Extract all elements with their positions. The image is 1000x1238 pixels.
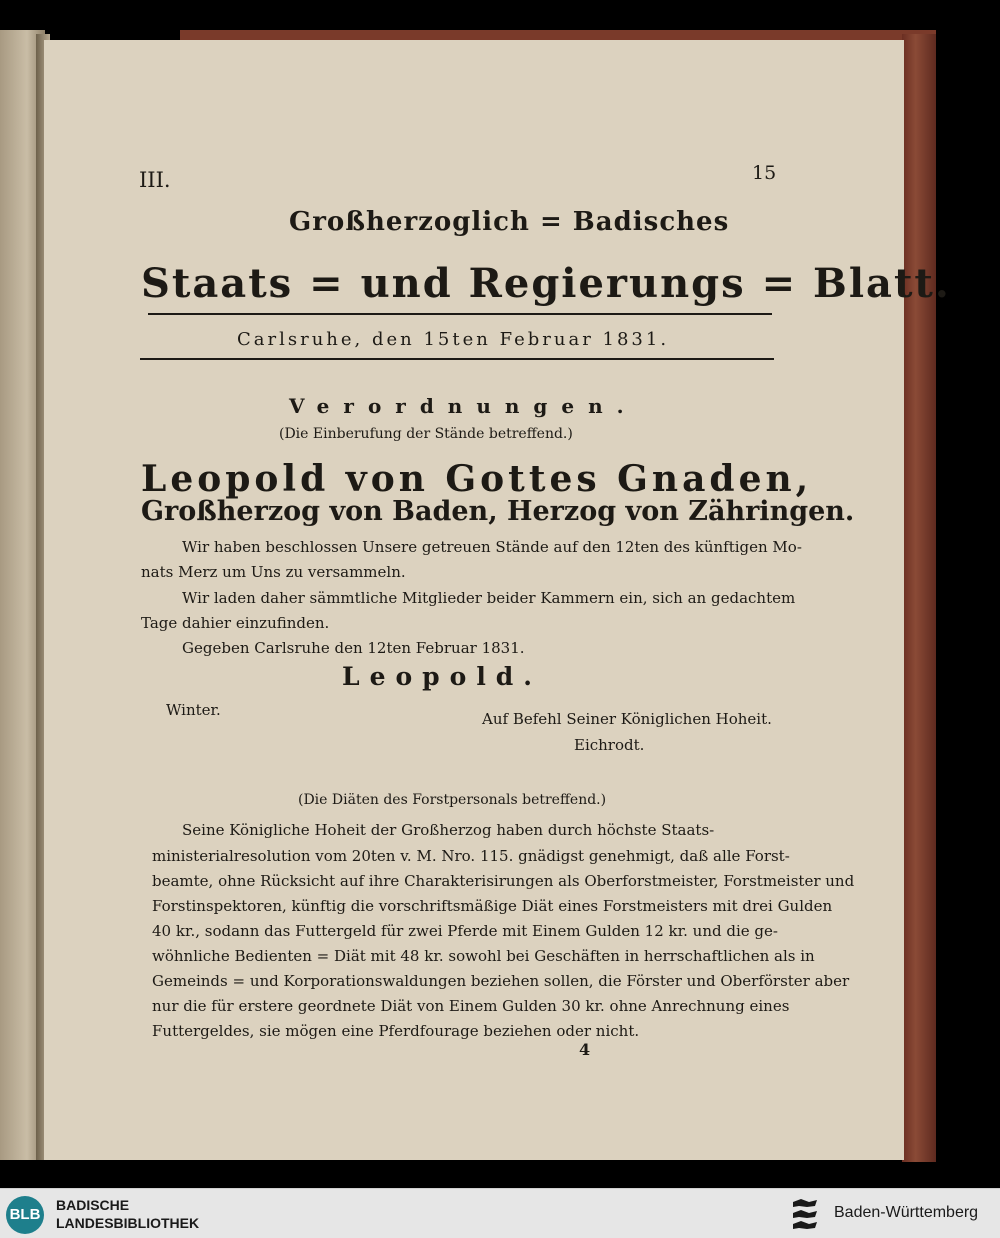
- ordinance2-subject: (Die Diäten des Forstpersonals betreffend.): [298, 792, 607, 808]
- signature-leopold: Leopold.: [342, 662, 542, 691]
- ordinance2-line: ministerialresolution vom 20ten v. M. Nro. 115. gnädigst genehmigt, daß alle Forst-: [152, 847, 790, 865]
- ordinance2-line: Futtergeldes, sie mögen eine Pferdfourage beziehen oder nicht.: [152, 1022, 640, 1040]
- ordinance1-line: nats Merz um Uns zu versammeln.: [141, 563, 406, 581]
- ordinance1-line: Gegeben Carlsruhe den 12ten Februar 1831.: [182, 639, 525, 657]
- library-name[interactable]: [56, 1196, 199, 1232]
- ordinance2-line: wöhnliche Bedienten = Diät mit 48 kr. sowohl bei Geschäften in herrschaftlichen als in: [152, 947, 815, 965]
- lions-crest-icon: [788, 1194, 822, 1234]
- library-name-line2: LANDESBIBLIOTHEK: [56, 1215, 200, 1231]
- ordinance2-line: Seine Königliche Hoheit der Großherzog haben durch höchste Staats-: [182, 821, 715, 839]
- signature-mark: 4: [579, 1040, 591, 1059]
- ordinance2-line: nur die für erstere geordnete Diät von Einem Gulden 30 kr. ohne Anrechnung eines: [152, 997, 790, 1015]
- library-name-line1: BADISCHE: [56, 1197, 130, 1213]
- ordinance2-line: 40 kr., sodann das Futtergeld für zwei Pferde mit Einem Gulden 12 kr. und die ge-: [152, 922, 778, 940]
- book-cover-side: [902, 34, 936, 1162]
- sovereign-subtitle: Großherzog von Baden, Herzog von Zähringen.: [141, 496, 855, 527]
- journal-name: Großherzoglich = Badisches: [289, 207, 730, 237]
- viewer-footer: [0, 1188, 1000, 1238]
- section-heading: Verordnungen.: [289, 394, 638, 418]
- ordinance1-line: Wir haben beschlossen Unsere getreuen Stände auf den 12ten des künftigen Mo-: [182, 538, 802, 556]
- ordinance1-line: Tage dahier einzufinden.: [141, 614, 330, 632]
- ordinance1-subject: (Die Einberufung der Stände betreffend.): [279, 426, 573, 442]
- countersign-eichrodt: Eichrodt.: [574, 736, 645, 754]
- journal-title: Staats = und Regierungs = Blatt.: [141, 260, 951, 307]
- state-name[interactable]: Baden-Württemberg: [834, 1204, 979, 1221]
- countersign-order: Auf Befehl Seiner Königlichen Hoheit.: [482, 710, 772, 728]
- ordinance2-line: beamte, ohne Rücksicht auf ihre Charakterisirungen als Oberforstmeister, Forstmeister und: [152, 872, 855, 890]
- title-rule-bottom: [140, 358, 774, 360]
- dateline: Carlsruhe, den 15ten Februar 1831.: [237, 329, 670, 350]
- page-number: 15: [752, 162, 777, 184]
- ordinance1-line: Wir laden daher sämmtliche Mitglieder beider Kammern ein, sich an gedachtem: [182, 589, 796, 607]
- issue-number: III.: [139, 168, 171, 192]
- scanned-page: [44, 40, 951, 1160]
- ordinance2-line: Gemeinds = und Korporationswaldungen beziehen sollen, die Förster und Oberförster aber: [152, 972, 850, 990]
- ordinance2-line: Forstinspektoren, künftig die vorschriftsmäßige Diät eines Forstmeisters mit drei Gulden: [152, 897, 833, 915]
- blb-logo-icon[interactable]: BLB: [6, 1196, 44, 1234]
- countersign-winter: Winter.: [166, 701, 221, 719]
- title-rule-top: [148, 313, 772, 315]
- sovereign-title: Leopold von Gottes Gnaden,: [141, 458, 813, 500]
